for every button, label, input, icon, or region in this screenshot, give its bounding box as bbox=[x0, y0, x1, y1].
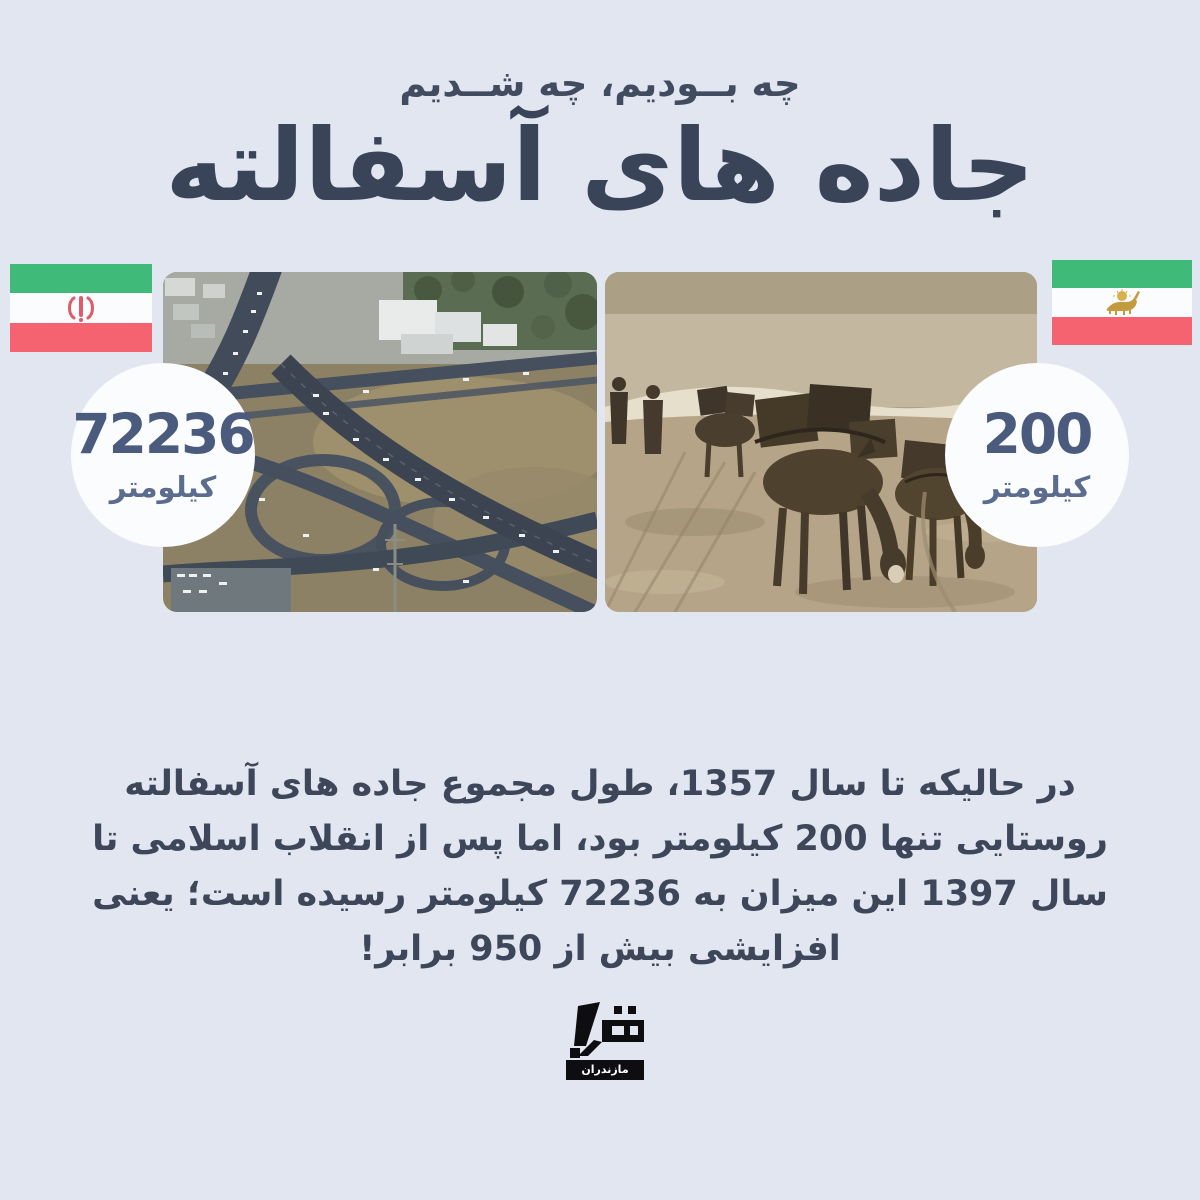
before-stat-disc bbox=[945, 363, 1129, 547]
allah-emblem-icon bbox=[64, 293, 98, 323]
flag-stripe-white bbox=[10, 293, 152, 322]
body-line: در حالیکه تا سال 1357، طول مجموع جاده های آسفالته bbox=[124, 764, 1076, 804]
body-paragraph bbox=[90, 757, 1110, 977]
body-line: افزایشی بیش از 950 برابر! bbox=[359, 929, 841, 969]
after-value: 72236 bbox=[72, 401, 254, 466]
after-stat-disc bbox=[71, 363, 255, 547]
flag-stripe-green bbox=[1052, 260, 1192, 288]
page-title: جاده های آسفالته bbox=[165, 107, 1035, 224]
kicker-text: چه بــودیم، چه شــدیم bbox=[399, 62, 801, 105]
iran-islamic-republic-flag bbox=[10, 264, 152, 352]
body-line: روستایی تنها 200 کیلومتر بود، اما پس از انقلاب اسلامی تا bbox=[92, 819, 1108, 859]
before-value: 200 bbox=[982, 401, 1092, 466]
flag-stripe-green bbox=[10, 264, 152, 293]
flag-stripe-red bbox=[1052, 317, 1192, 345]
flag-stripe-red bbox=[10, 323, 152, 352]
publisher-logo bbox=[562, 1002, 648, 1080]
logo-caption: مازندران bbox=[566, 1060, 644, 1080]
after-unit: کیلومتر bbox=[109, 469, 217, 504]
iran-lion-and-sun-flag bbox=[1052, 260, 1192, 345]
flag-stripe-white bbox=[1052, 288, 1192, 316]
body-line: سال 1397 این میزان به 72236 کیلومتر رسیده است؛ یعنی bbox=[92, 874, 1108, 914]
lion-sun-emblem-icon bbox=[1100, 289, 1144, 315]
before-unit: کیلومتر bbox=[983, 469, 1091, 504]
calligraphy-logo-icon bbox=[562, 1002, 648, 1059]
